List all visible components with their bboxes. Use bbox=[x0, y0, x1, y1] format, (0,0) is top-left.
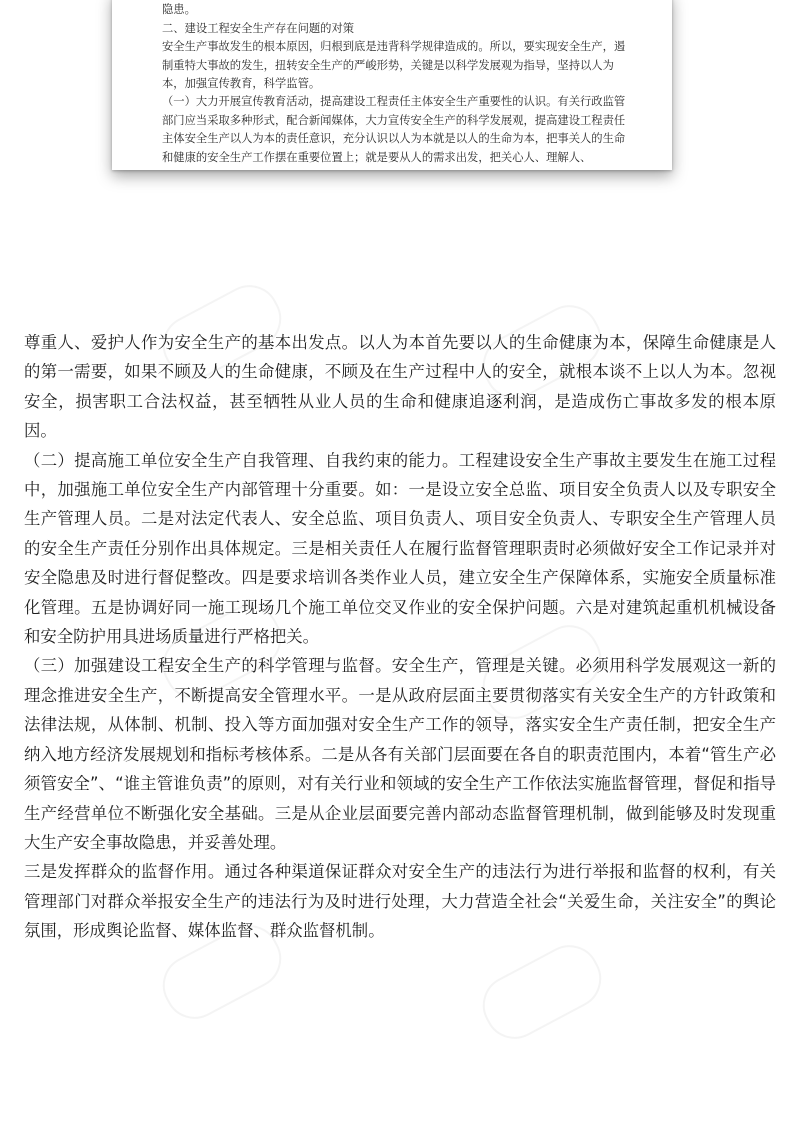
body-paragraph: 三是发挥群众的监督作用。通过各种渠道保证群众对安全生产的违法行为进行举报和监督的权利，有关管理部门对群众举报安全生产的违法行为及时进行处理，大力营造全社会“关爱生命，关注安全”的舆论氛围，形成舆论监督、媒体监督、群众监督机制。 bbox=[24, 862, 776, 941]
card-paragraph: （一）大力开展宣传教育活动，提高建设工程责任主体安全生产重要性的认识。有关行政监管部门应当采取多种形式，配合新闻媒体，大力宣传安全生产的科学发展观，提高建设工程责任主体安全生产以人为本的责任意识，充分认识以人为本就是以人的生命为本，把事关人的生命和健康的安全生产工作摆在重要位置上；就是要从人的需求出发，把关心人、理解人、 bbox=[162, 95, 626, 164]
body-paragraph: （二）提高施工单位安全生产自我管理、自我约束的能力。工程建设安全生产事故主要发生在施工过程中，加强施工单位安全生产内部管理十分重要。如：一是设立安全总监、项目安全负责人以及专职安全生产管理人员。二是对法定代表人、安全总监、项目负责人、项目安全负责人、专职安全生产管理人员的安全生产责任分别作出具体规定。三是相关责任人在履行监督管理职责时必须做好安全工作记录并对安全隐患及时进行督促整改。四是要求培训各类作业人员，建立安全生产保障体系，实施安全质量标准化管理。五是协调好同一施工现场几个施工单位交叉作业的安全保护问题。六是对建筑起重机机械设备和安全防护用具进场质量进行严格把关。 bbox=[24, 450, 776, 647]
page-preview-area bbox=[0, 0, 800, 200]
watermark-mark bbox=[472, 935, 612, 1050]
document-body bbox=[24, 328, 776, 946]
card-paragraph: 安全生产事故发生的根本原因，归根到底是违背科学规律造成的。所以，要实现安全生产，遏制重特大事故的发生，扭转安全生产的严峻形势，关键是以科学发展观为指导，坚持以人为本，加强宣传教育，科学监管。 bbox=[162, 40, 626, 91]
body-paragraph: （三）加强建设工程安全生产的科学管理与监督。安全生产，管理是关键。必须用科学发展观这一新的理念推进安全生产，不断提高安全管理水平。一是从政府层面主要贯彻落实有关安全生产的方针政策和法律法规，从体制、机制、投入等方面加强对安全生产工作的领导，落实安全生产责任制，把安全生产纳入地方经济发展规划和指标考核体系。二是从各有关部门层面要在各自的职责范围内，本着“管生产必须管安全”、“谁主管谁负责”的原则，对有关行业和领域的安全生产工作依法实施监督管理，督促和指导生产经营单位不断强化安全基础。三是从企业层面要完善内部动态监督管理机制，做到能够及时发现重大生产安全事故隐患，并妥善处理。 bbox=[24, 656, 776, 852]
card-text-block bbox=[162, 0, 632, 167]
card-section-heading: 二、建设工程安全生产存在问题的对策 bbox=[162, 21, 355, 35]
document-page-card bbox=[112, 0, 672, 170]
body-paragraph: 尊重人、爱护人作为安全生产的基本出发点。以人为本首先要以人的生命健康为本，保障生命健康是人的第一需要，如果不顾及人的生命健康，不顾及在生产过程中人的安全，就根本谈不上以人为本。忽视安全，损害职工合法权益，甚至牺牲从业人员的生命和健康追逐利润，是造成伤亡事故多发的根本原因。 bbox=[24, 333, 776, 441]
card-paragraph: 隐患。 bbox=[162, 3, 196, 17]
